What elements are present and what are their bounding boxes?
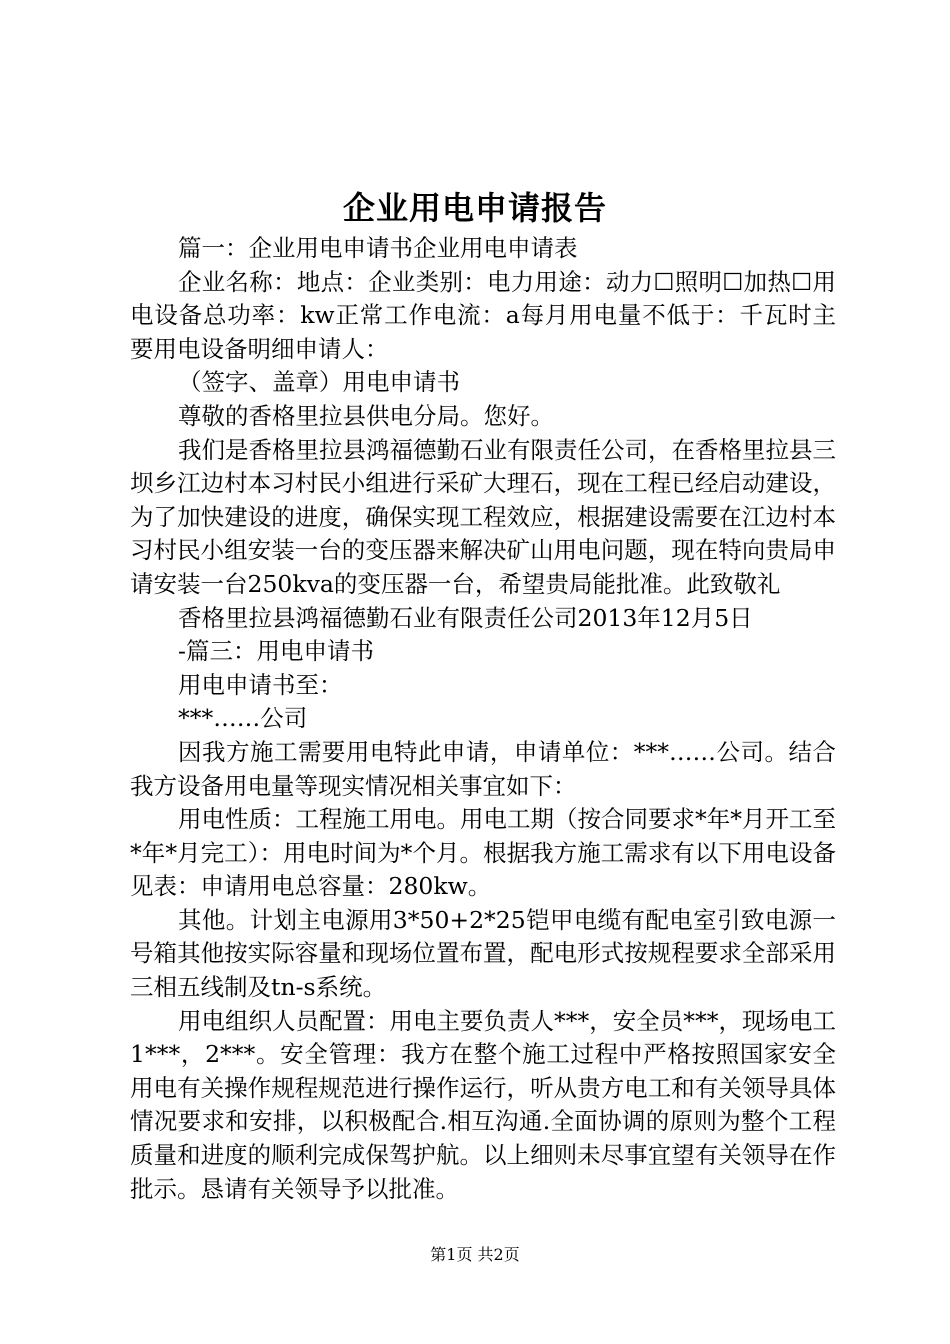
paragraph: 企业名称：地点：企业类别：电力用途：动力☐照明☐加热☐用电设备总功率：kw正常工作电流：a每月用电量不低于：千瓦时主要用电设备明细申请人： (130, 267, 836, 363)
paragraph: 用电申请书至： (178, 670, 343, 699)
page-number: 第1页 共2页 (430, 1245, 520, 1264)
paragraph: 香格里拉县鸿福德勤石业有限责任公司2013年12月5日 (178, 603, 753, 632)
paragraph: 用电组织人员配置：用电主要负责人***，安全员***，现场电工1***，2***。安全管理：我方在整个施工过程中严格按照国家安全用电有关操作规程规范进行操作运行，听从贵方电工和有关领导具体情况要求和安排，以积极配合.相互沟通.全面协调的原则为整个工程质量和进度的顺利完成保驾护航。以上细则未尽事宜望有关领导在作批示。恳请有关领导予以批准。 (130, 1006, 836, 1203)
paragraph: 因我方施工需要用电特此申请，申请单位：***……公司。结合我方设备用电量等现实情况相关事宜如下： (130, 737, 836, 800)
paragraph: 用电性质：工程施工用电。用电工期（按合同要求*年*月开工至*年*月完工）：用电时间为*个月。根据我方施工需求有以下用电设备见表：申请用电总容量：280kw。 (130, 805, 836, 901)
paragraph: 篇一：企业用电申请书企业用电申请表 (178, 234, 578, 262)
paragraph: -篇三：用电申请书 (178, 637, 374, 666)
document-title: 企业用电申请报告 (342, 189, 607, 227)
paragraph: 尊敬的香格里拉县供电分局。您好。 (178, 401, 554, 430)
paragraph: 其他。计划主电源用3*50+2*25铠甲电缆有配电室引致电源一号箱其他按实际容量和现场位置布置，配电形式按规程要求全部采用三相五线制及tn-s系统。 (130, 905, 836, 1002)
paragraph: （签字、盖章）用电申请书 (178, 368, 460, 397)
paragraph: ***……公司 (178, 704, 308, 733)
document-body (130, 232, 836, 1206)
paragraph: 我们是香格里拉县鸿福德勤石业有限责任公司，在香格里拉县三坝乡江边村本习村民小组进行采矿大理石，现在工程已经启动建设，为了加快建设的进度，确保实现工程效应，根据建设需要在江边村本习村民小组安装一台的变压器来解决矿山用电问题，现在特向贵局申请安装一台250kva的变压器一台，希望贵局能批准。此致敬礼 (130, 435, 836, 598)
